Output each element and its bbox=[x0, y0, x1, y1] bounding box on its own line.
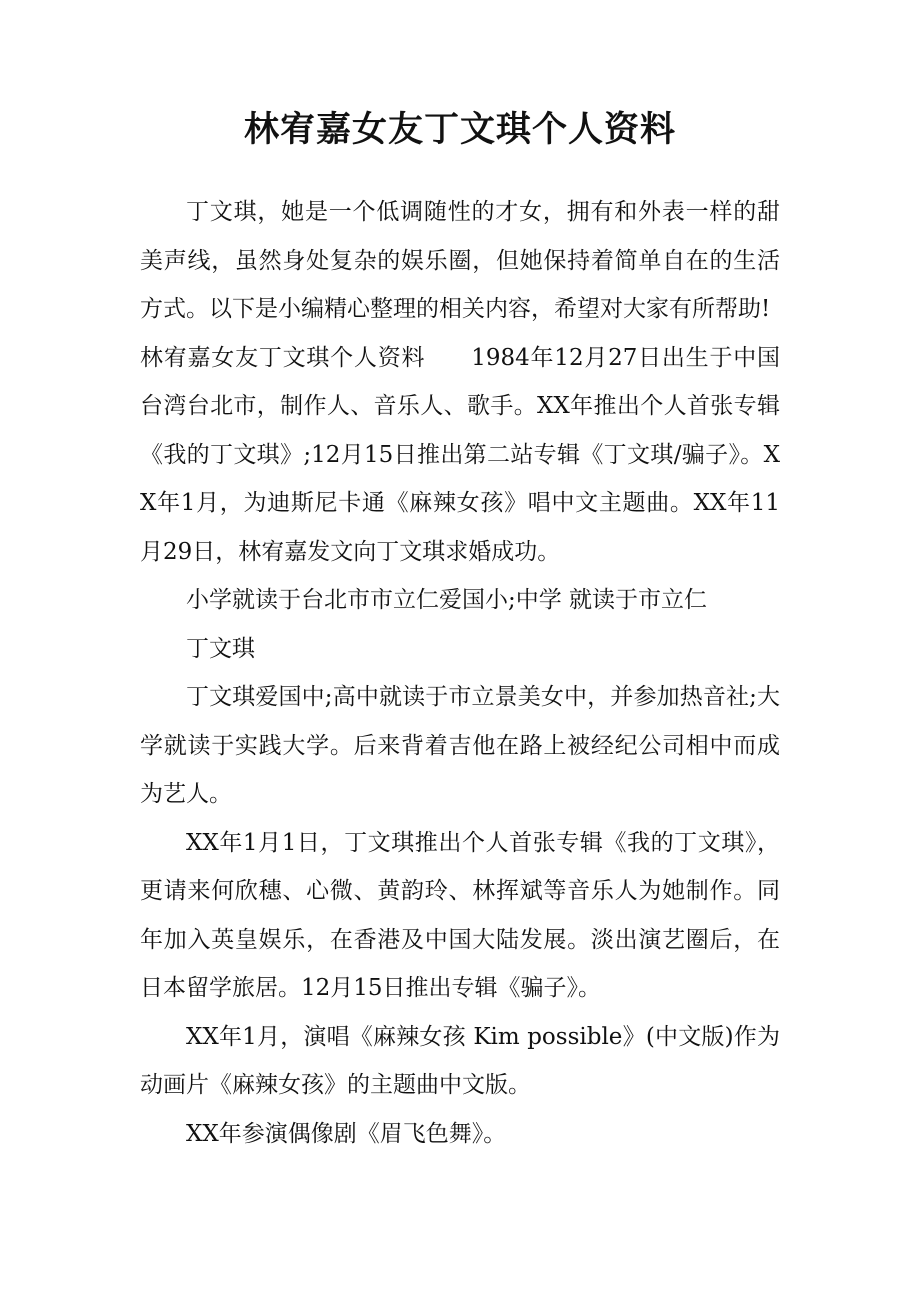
school-line: 小学就读于台北市市立仁爱国小;中学 就读于市立仁 bbox=[186, 587, 708, 613]
document-title: 林宥嘉女友丁文琪个人资料 bbox=[243, 109, 676, 150]
profile-label: 林宥嘉女友丁文琪个人资料 bbox=[140, 344, 426, 371]
album-paragraph: XX年1月1日，丁文琪推出个人首张专辑《我的丁文琪》，更请来何欣穗、心微、黄韵玲、林挥斌等音乐人为她制作。同年加入英皇娱乐，在香港及中国大陆发展。淡出演艺圈后，在日本留学旅居。12月15日推出专辑《骗子》。 bbox=[140, 829, 780, 1001]
intro-paragraph: 丁文琪，她是一个低调随性的才女，拥有和外表一样的甜美声线，虽然身处复杂的娱乐圈，但她保持着简单自在的生活方式。以下是小编精心整理的相关内容，希望对大家有所帮助! bbox=[140, 199, 780, 322]
drama-paragraph: XX年参演偶像剧《眉飞色舞》。 bbox=[186, 1120, 507, 1147]
document-page bbox=[140, 108, 780, 1158]
theme-song-paragraph: XX年1月，演唱《麻辣女孩 Kim possible》(中文版)作为动画片《麻辣女孩》的主题曲中文版。 bbox=[140, 1023, 780, 1098]
school-continued-paragraph: 丁文琪爱国中;高中就读于市立景美女中，并参加热音社;大学就读于实践大学。后来背着吉他在路上被经纪公司相中而成为艺人。 bbox=[140, 684, 780, 807]
profile-text: 1984年12月27日出生于中国台湾台北市，制作人、音乐人、歌手。XX年推出个人首张专辑《我的丁文琪》;12月15日推出第二站专辑《丁文琪/骗子》。XX年1月，为迪斯尼卡通《麻辣女孩》唱中文主题曲。XX年11月29日，林宥嘉发文向丁文琪求婚成功。 bbox=[140, 344, 780, 565]
profile-paragraph bbox=[140, 334, 780, 577]
name-line: 丁文琪 bbox=[186, 635, 255, 662]
